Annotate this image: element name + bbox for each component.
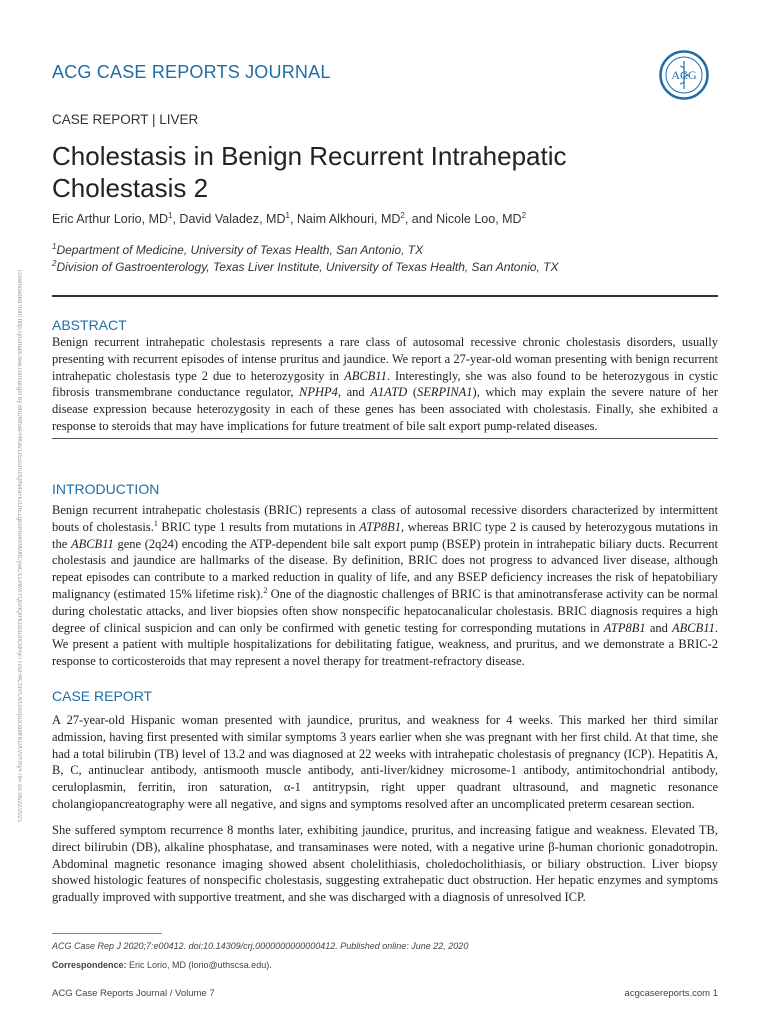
- reference-marker[interactable]: 2: [263, 585, 268, 595]
- author-separator: , and: [404, 212, 437, 226]
- correspondence-label: Correspondence:: [52, 960, 127, 970]
- citation-line: [52, 941, 468, 951]
- abstract-heading: ABSTRACT: [52, 317, 127, 333]
- text-run: , whereas BRIC type 2 is caused by heterozygous mutations in the: [52, 519, 718, 551]
- text-run: Benign recurrent intrahepatic cholestasis represents a rare class of autosomal recessive chronic cholestasis disorders, usually presenting with recurrent episodes of intense pruritus and jaundice. We report a 27-year-old woman presenting with benign recurrent intrahepatic cholestasis type 2 due to heterozygosity in: [52, 335, 718, 383]
- affiliation-marker: 2: [400, 210, 405, 220]
- affiliation-marker: 2: [52, 259, 57, 268]
- text-run: One of the diagnostic challenges of BRIC is that aminotransferase activity can be normal during cholestatic attacks, and liver biopsies often show nonspecific hepatocanalicular cholestasis. BRIC diagnosis requires a high degree of clinical suspicion and can only be confirmed with genetic testing for corresponding mutations in: [52, 586, 718, 635]
- section-label: CASE REPORT | LIVER: [52, 112, 199, 127]
- affiliation-text: Division of Gastroenterology, Texas Liver Institute, University of Texas Health, San Antonio, TX: [56, 260, 559, 274]
- gene-name: SERPINA1: [417, 385, 473, 400]
- gene-name: ATP8B1: [359, 519, 402, 534]
- case-report-paragraph: She suffered symptom recurrence 8 months later, exhibiting jaundice, pruritus, and increasing fatigue and weakness. Elevated TB, direct bilirubin (DB), alkaline phosphatase, and transaminases were noted, with a negative urine β-human chorionic gonadotropin. Abdominal magnetic resonance imaging showed absent cholelithiasis, choledocholithiasis, or biliary obstruction. Liver biopsy showed histologic features of nonspecific cholestasis, suggesting extrahepatic duct obstruction. Her hepatic enzymes and symptoms gradually improved with supportive treatment, and she was discharged with a diagnosis of unresolved ICP.: [52, 823, 718, 905]
- correspondence-line: [52, 960, 272, 970]
- affiliation-marker: 2: [521, 210, 527, 220]
- affiliation-marker: 1: [285, 210, 290, 220]
- text-run: . We present a patient with multiple hospitalizations for debilitating fatigue, weakness, and pruritus, and we demonstrate a BRIC-2 response to corticosteroids that may represent a novel therapy for treatment-refractory disease.: [52, 620, 718, 669]
- gene-name: NPHP4: [299, 385, 338, 400]
- author-name: David Valadez, MD: [179, 212, 286, 226]
- author-name: Nicole Loo, MD: [436, 212, 522, 226]
- introduction-heading: INTRODUCTION: [52, 481, 160, 497]
- author-list: [52, 212, 526, 226]
- gene-name: ABCB11: [70, 536, 114, 551]
- gene-name: ABCB11: [672, 620, 715, 635]
- footer-page[interactable]: acgcasereports.com 1: [624, 988, 718, 999]
- text-run: Benign recurrent intrahepatic cholestasis (BRIC) represents a class of autosomal recessive disorders characterized by intermittent bouts of cholestasis.: [52, 503, 718, 534]
- text-run: gene (2q24) encoding the ATP-dependent bile salt export pump (BSEP) protein in intrahepatic biliary ducts. Recurrent cholestasis and jaundice are hallmarks of the disease. By definition, BRIC does not progress to advanced liver disease, although repeat episodes can contribute to a marked reduction in quality of life, and any BSEP deficiency increases the risk of hepatobiliary malignancy (estimated 15% lifetime risk).: [52, 536, 718, 601]
- journal-name: ACG CASE REPORTS JOURNAL: [52, 62, 331, 82]
- text-run: , and: [337, 385, 371, 400]
- affiliation-line: [52, 242, 558, 259]
- download-watermark: Downloaded from http://journals.lww.com/acgcr by BhDMf5ePHKav1zEoum1tQfN4a+kJLhEZgbsIHo4XMi0hCywCX1AWnYQp/IlQrHD3i3D0OdRyi7TvSFl4Cf3VC4/OAVpDDa8KKGKV0Ymy+78= on 06/22/2021: [16, 270, 22, 823]
- abstract-divider: [52, 438, 718, 439]
- logo-text: ACG: [671, 68, 697, 82]
- introduction-text: [52, 502, 718, 670]
- footer-volume: ACG Case Reports Journal / Volume 7: [52, 988, 215, 999]
- text-run: BRIC type 1 results from mutations in: [157, 519, 360, 534]
- header-divider: [52, 295, 718, 297]
- acg-logo-icon: [659, 50, 709, 100]
- gene-name: A1ATD: [370, 385, 408, 400]
- text-run: . Interestingly, she was also found to be heterozygous in cystic fibrosis transmembrane conductance regulator,: [52, 368, 719, 400]
- text-run: and: [645, 620, 673, 635]
- text-run: (: [407, 385, 417, 400]
- reference-marker[interactable]: 1: [153, 518, 158, 528]
- author-separator: ,: [289, 212, 297, 226]
- author-name: Naim Alkhouri, MD: [296, 212, 401, 226]
- text-run: ), which may explain the severe nature of her disease expression because heterozygosity in each of these genes has been associated with cholestasis. Finally, she exhibited a response to steroids that may have implications for future treatment of bile salt export pump-related diseases.: [52, 385, 718, 433]
- affiliation-marker: 1: [52, 242, 57, 251]
- author-name: Eric Arthur Lorio, MD: [52, 212, 169, 226]
- footnote-divider: [52, 933, 162, 934]
- gene-name: ATP8B1: [603, 620, 646, 635]
- gene-name: ABCB11: [344, 368, 387, 383]
- correspondence-email[interactable]: Eric Lorio, MD (lorio@uthscsa.edu).: [126, 960, 272, 970]
- citation-text: ACG Case Rep J 2020;7:e00412. doi:10.14309/crj.0000000000000412. Published online: June 22, 2020: [52, 941, 469, 951]
- case-report-paragraph: A 27-year-old Hispanic woman presented with jaundice, pruritus, and weakness for 4 weeks. This marked her third similar admission, having first presented with similar symptoms 3 years earlier when she was pregnant with her first child. At that time, she had a total bilirubin (TB) level of 13.2 and was diagnosed at 22 weeks with intrahepatic cholestasis of pregnancy (ICP). Hepatitis A, B, C, antinuclear antibody, antismooth muscle antibody, anti-liver/kidney microsome-1 antibody, antimitochondrial antibody, ceruloplasmin, ferritin, iron saturation, α-1 antitrypsin, right upper quadrant ultrasound, and magnetic resonance cholangiopancreatography were all negative, and signs and symptoms resolved after an uncomplicated preterm cesarean section.: [52, 713, 718, 811]
- article-title: Cholestasis in Benign Recurrent Intrahepatic Cholestasis 2: [52, 141, 567, 203]
- abstract-text: [52, 334, 718, 435]
- affiliations: [52, 242, 558, 276]
- affiliation-text: Department of Medicine, University of Texas Health, San Antonio, TX: [56, 243, 424, 257]
- case-report-heading: CASE REPORT: [52, 688, 153, 704]
- affiliation-marker: 1: [168, 210, 173, 220]
- author-separator: ,: [172, 212, 180, 226]
- affiliation-line: [52, 259, 558, 276]
